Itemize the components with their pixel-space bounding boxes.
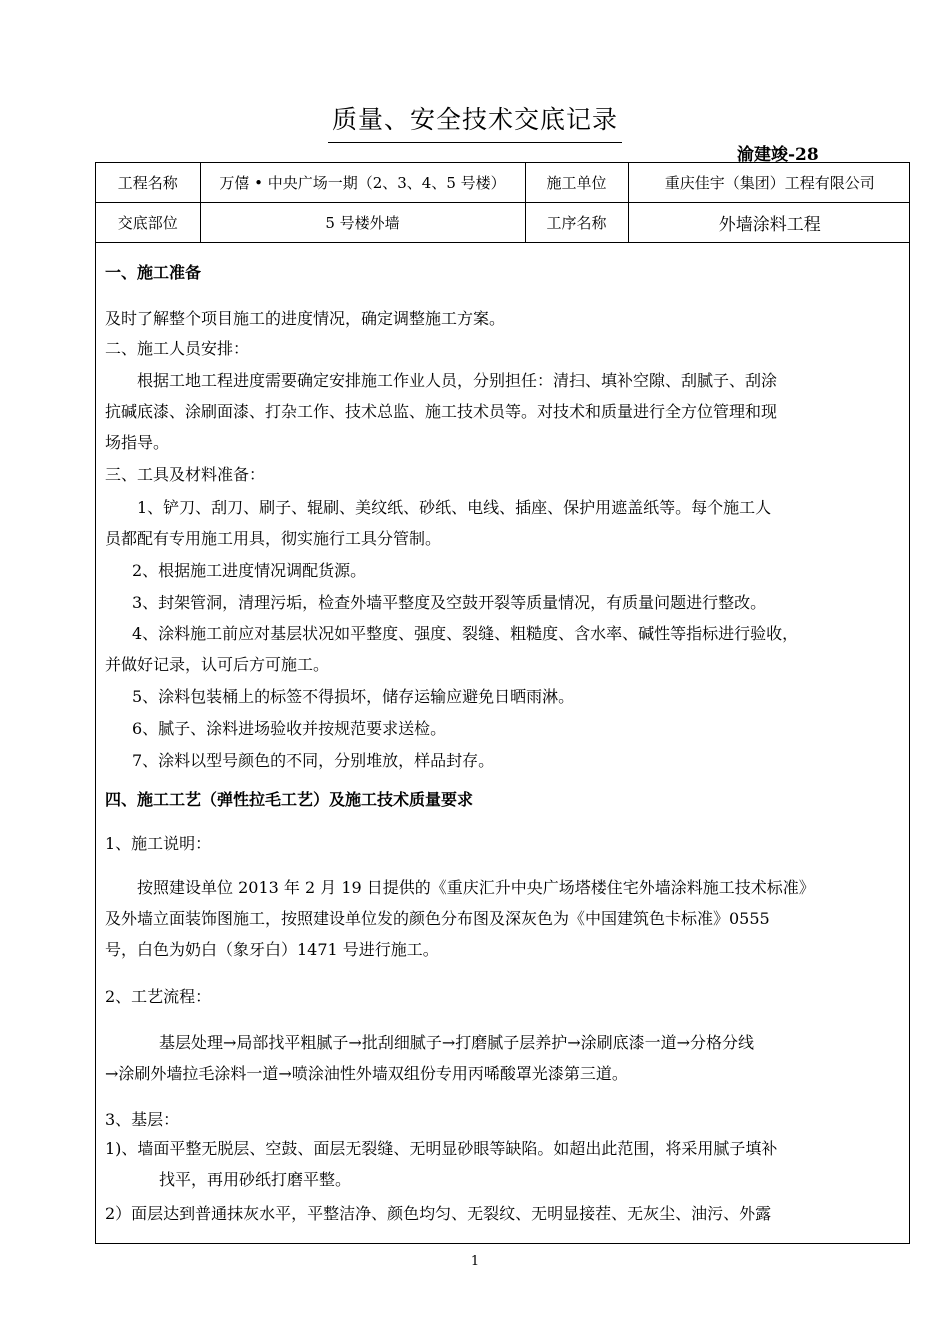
section-2-line-1: 根据工地工程进度需要确定安排施工作业人员，分别担任：清扫、填补空隙、刮腻子、刮涂 — [137, 371, 778, 390]
section-3-item-4a: 4、涂料施工前应对基层状况如平整度、强度、裂缝、粗糙度、含水率、碱性等指标进行验收， — [132, 624, 799, 643]
header-row-2 — [96, 203, 910, 243]
section-4-heading: 四、施工工艺（弹性拉毛工艺）及施工技术质量要求 — [105, 790, 474, 809]
section-4-3-item-2: 2）面层达到普通抹灰水平，平整洁净、颜色均匀、无裂纹、无明显接茬、无灰尘、油污、外露 — [105, 1204, 772, 1223]
section-3-item-6: 6、腻子、涂料进场验收并按规范要求送检。 — [132, 719, 447, 738]
location-label: 交底部位 — [96, 203, 200, 243]
contractor-label: 施工单位 — [525, 163, 628, 203]
section-2-line-2: 抗碱底漆、涂刷面漆、打杂工作、技术总监、施工技术员等。对技术和质量进行全方位管理和现 — [105, 402, 778, 421]
process-value: 外墙涂料工程 — [628, 203, 910, 243]
section-4-1-line-1: 按照建设单位 2013 年 2 月 19 日提供的《重庆汇升中央广场塔楼住宅外墙涂料施工技术标准》 — [137, 878, 815, 897]
section-3-item-1a: 1、铲刀、刮刀、刷子、辊刷、美纹纸、砂纸、电线、插座、保护用遮盖纸等。每个施工人 — [137, 498, 772, 517]
section-3-item-4b: 并做好记录，认可后方可施工。 — [105, 655, 330, 674]
section-4-3-heading: 3、基层： — [105, 1110, 180, 1129]
section-2-heading: 二、施工人员安排： — [105, 339, 250, 358]
document-title: 质量、安全技术交底记录 — [328, 100, 622, 143]
section-4-2-line-2: →涂刷外墙拉毛涂料一道→喷涂油性外墙双组份专用丙唏酸罩光漆第三道。 — [105, 1064, 628, 1083]
section-3-item-3: 3、封架管洞，清理污垢，检查外墙平整度及空鼓开裂等质量情况，有质量问题进行整改。 — [132, 593, 767, 612]
section-4-2-heading: 2、工艺流程： — [105, 987, 212, 1006]
section-4-1-heading: 1、施工说明： — [105, 834, 212, 853]
section-2-line-3: 场指导。 — [105, 433, 170, 452]
section-4-1-line-2: 及外墙立面装饰图施工，按照建设单位发的颜色分布图及深灰色为《中国建筑色卡标准》0555 — [105, 909, 770, 928]
section-4-3-item-1a: 1)、墙面平整无脱层、空鼓、面层无裂缝、无明显砂眼等缺陷。如超出此范围，将采用腻子填补 — [105, 1139, 778, 1158]
section-3-item-1b: 员都配有专用施工用具，彻实施行工具分管制。 — [105, 529, 442, 548]
contractor-value: 重庆佳宇（集团）工程有限公司 — [628, 163, 910, 203]
section-3-item-5: 5、涂料包装桶上的标签不得损坏，储存运输应避免日晒雨淋。 — [132, 687, 575, 706]
header-row-1 — [96, 163, 910, 203]
section-1-text: 及时了解整个项目施工的进度情况，确定调整施工方案。 — [105, 309, 506, 328]
document-body — [105, 257, 903, 1226]
page-number: 1 — [470, 1254, 480, 1269]
record-frame — [95, 162, 910, 1244]
section-3-item-2: 2、根据施工进度情况调配货源。 — [132, 561, 367, 580]
document-number: 渝建竣-28 — [737, 145, 819, 165]
project-name-label: 工程名称 — [96, 163, 200, 203]
location-value: 5 号楼外墙 — [200, 203, 525, 243]
section-4-2-line-1: 基层处理→局部找平粗腻子→批刮细腻子→打磨腻子层养护→涂刷底漆一道→分格分线 — [159, 1033, 755, 1052]
document-title-wrap — [0, 100, 950, 143]
section-3-heading: 三、工具及材料准备： — [105, 465, 266, 484]
section-3-item-7: 7、涂料以型号颜色的不同，分别堆放，样品封存。 — [132, 751, 495, 770]
section-4-1-line-3: 号，白色为奶白（象牙白）1471 号进行施工。 — [105, 940, 439, 959]
header-table — [96, 163, 910, 243]
section-1-heading: 一、施工准备 — [105, 263, 202, 282]
section-4-3-item-1b: 找平，再用砂纸打磨平整。 — [159, 1170, 352, 1189]
process-label: 工序名称 — [525, 203, 628, 243]
project-name-value: 万僖 • 中央广场一期（2、3、4、5 号楼） — [200, 163, 525, 203]
